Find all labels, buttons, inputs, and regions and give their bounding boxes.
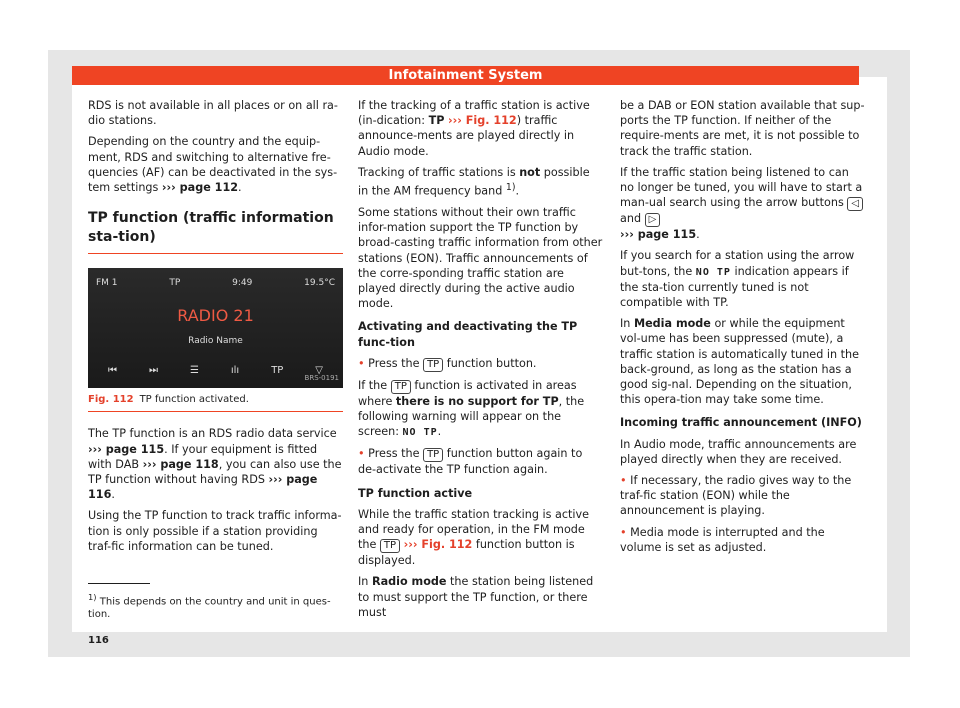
paragraph: Depending on the country and the equip-ment, RDS and switching to alternative fre-quencies (AF) can be deactivated in the sys-tem settings ››› page 112.: [88, 135, 338, 195]
list-item: • Media mode is interrupted and the volume is set as adjusted.: [620, 525, 865, 555]
paragraph: If the traffic station being listened to can no longer be tuned, you will have to start a man-ual search using the arrow buttons ◁ and ▷ ››› page 115.: [620, 165, 863, 242]
no-tp-indication: NO TP: [695, 266, 731, 278]
paragraph: In Radio mode the station being listened to must support the TP function, or there must: [358, 575, 594, 619]
figure-code: BRS-0191: [304, 374, 339, 383]
tp-key: TP: [423, 448, 443, 462]
figure-caption: Fig. 112 TP function activated.: [88, 392, 343, 412]
page-link[interactable]: ››› page 118: [142, 457, 219, 471]
paragraph: Tracking of traffic stations is not possible in the AM frequency band $^{1)}$.: [358, 165, 590, 198]
screen-status-bar: FM 1 TP 9:49 19.5°C: [96, 278, 335, 289]
equalizer-icon: ılı: [230, 365, 240, 377]
triangle-down-icon: ▽: [315, 365, 323, 377]
paragraph: Some stations without their own traffic infor-mation support the TP function by broad-casting traffic information from other stations (EON). Traffic announcements of the corre-sponding traffic station are played directly during the active audio mode.: [358, 205, 603, 311]
radio-screen-figure: [88, 268, 343, 388]
arrow-left-icon: ◁: [847, 197, 863, 211]
skip-forward-icon: ⏭: [148, 365, 158, 377]
paragraph: The TP function is an RDS radio data service ››› page 115. If your equipment is fitted with DAB ››› page 118, you can also use the TP function without having RDS ››› page 116.: [88, 427, 342, 502]
tp-button: TP: [271, 365, 284, 377]
list-icon: ☰: [189, 365, 199, 377]
subheading: Activating and deactivating the TP func-tion: [358, 320, 578, 349]
page-link[interactable]: ››› page 115: [88, 442, 165, 456]
footnote-divider: [88, 583, 150, 584]
paragraph: In Audio mode, traffic announcements are played directly when they are received.: [620, 437, 857, 466]
list-item: • Press the TP function button again to de-activate the TP function again.: [358, 446, 603, 477]
paragraph: If the TP function is activated in areas where there is no support for TP, the following warning will appear on the screen: NO TP.: [358, 378, 585, 439]
skip-back-icon: ⏮: [108, 365, 117, 377]
paragraph: If you search for a station using the arrow but-tons, the NO TP indication appears if the sta-tion currently tuned is not compatible with TP.: [620, 249, 855, 310]
screen-station-name: Radio Name: [188, 336, 243, 347]
page-link[interactable]: ››› page 112: [161, 181, 239, 195]
figure-link[interactable]: ››› Fig. 112: [447, 114, 517, 128]
screen-station: RADIO 21: [177, 306, 254, 326]
paragraph: While the traffic station tracking is active and ready for operation, in the FM mode the TP ››› Fig. 112 function button is displayed.: [358, 507, 589, 568]
tp-key: TP: [380, 539, 400, 553]
paragraph: Using the TP function to track traffic informa-tion is only possible if a station providing traf-fic information can be tuned.: [88, 509, 342, 553]
footnote-ref: 1): [505, 182, 516, 194]
footnote: $^{1)}$ This depends on the country and unit in ques-tion.: [88, 592, 331, 621]
paragraph: If the tracking of a traffic station is active (in-dication: TP ››› Fig. 112) traffic announce-ments are played directly in Audio mode.: [358, 99, 590, 158]
tp-key: TP: [423, 358, 443, 372]
arrow-right-icon: ▷: [645, 213, 661, 227]
no-tp-indication: NO TP: [402, 427, 438, 439]
paragraph: RDS is not available in all places or on all ra-dio stations.: [88, 99, 338, 128]
page-number: 116: [88, 635, 109, 646]
subheading: TP function active: [358, 486, 473, 500]
list-item: • Press the TP function button.: [358, 356, 603, 372]
section-heading: TP function (traffic information sta-tion): [88, 209, 343, 254]
list-item: • If necessary, the radio gives way to the traf-fic station (EON) while the announcement is playing.: [620, 473, 865, 519]
paragraph: be a DAB or EON station available that sup-ports the TP function. If neither of the require-ments are met, it is not possible to track the traffic station.: [620, 99, 865, 158]
section-header: Infotainment System: [72, 66, 859, 85]
tp-key: TP: [391, 380, 411, 394]
paragraph: In Media mode or while the equipment vol-ume has been suppressed (mute), a traffic station is automatically tuned in the back-ground, as long as the station has a good sig-nal. Depending on the situation, this opera-tion may take some time.: [620, 317, 859, 407]
screen-buttons: [108, 363, 323, 378]
subheading: Incoming traffic announcement (INFO): [620, 416, 862, 430]
column-2: [358, 98, 603, 626]
figure-link[interactable]: ››› Fig. 112: [403, 538, 473, 552]
column-3: [620, 98, 865, 561]
page-link[interactable]: ››› page 116: [88, 473, 318, 502]
column-1: [88, 98, 343, 560]
page-link[interactable]: ››› page 115: [620, 228, 697, 242]
